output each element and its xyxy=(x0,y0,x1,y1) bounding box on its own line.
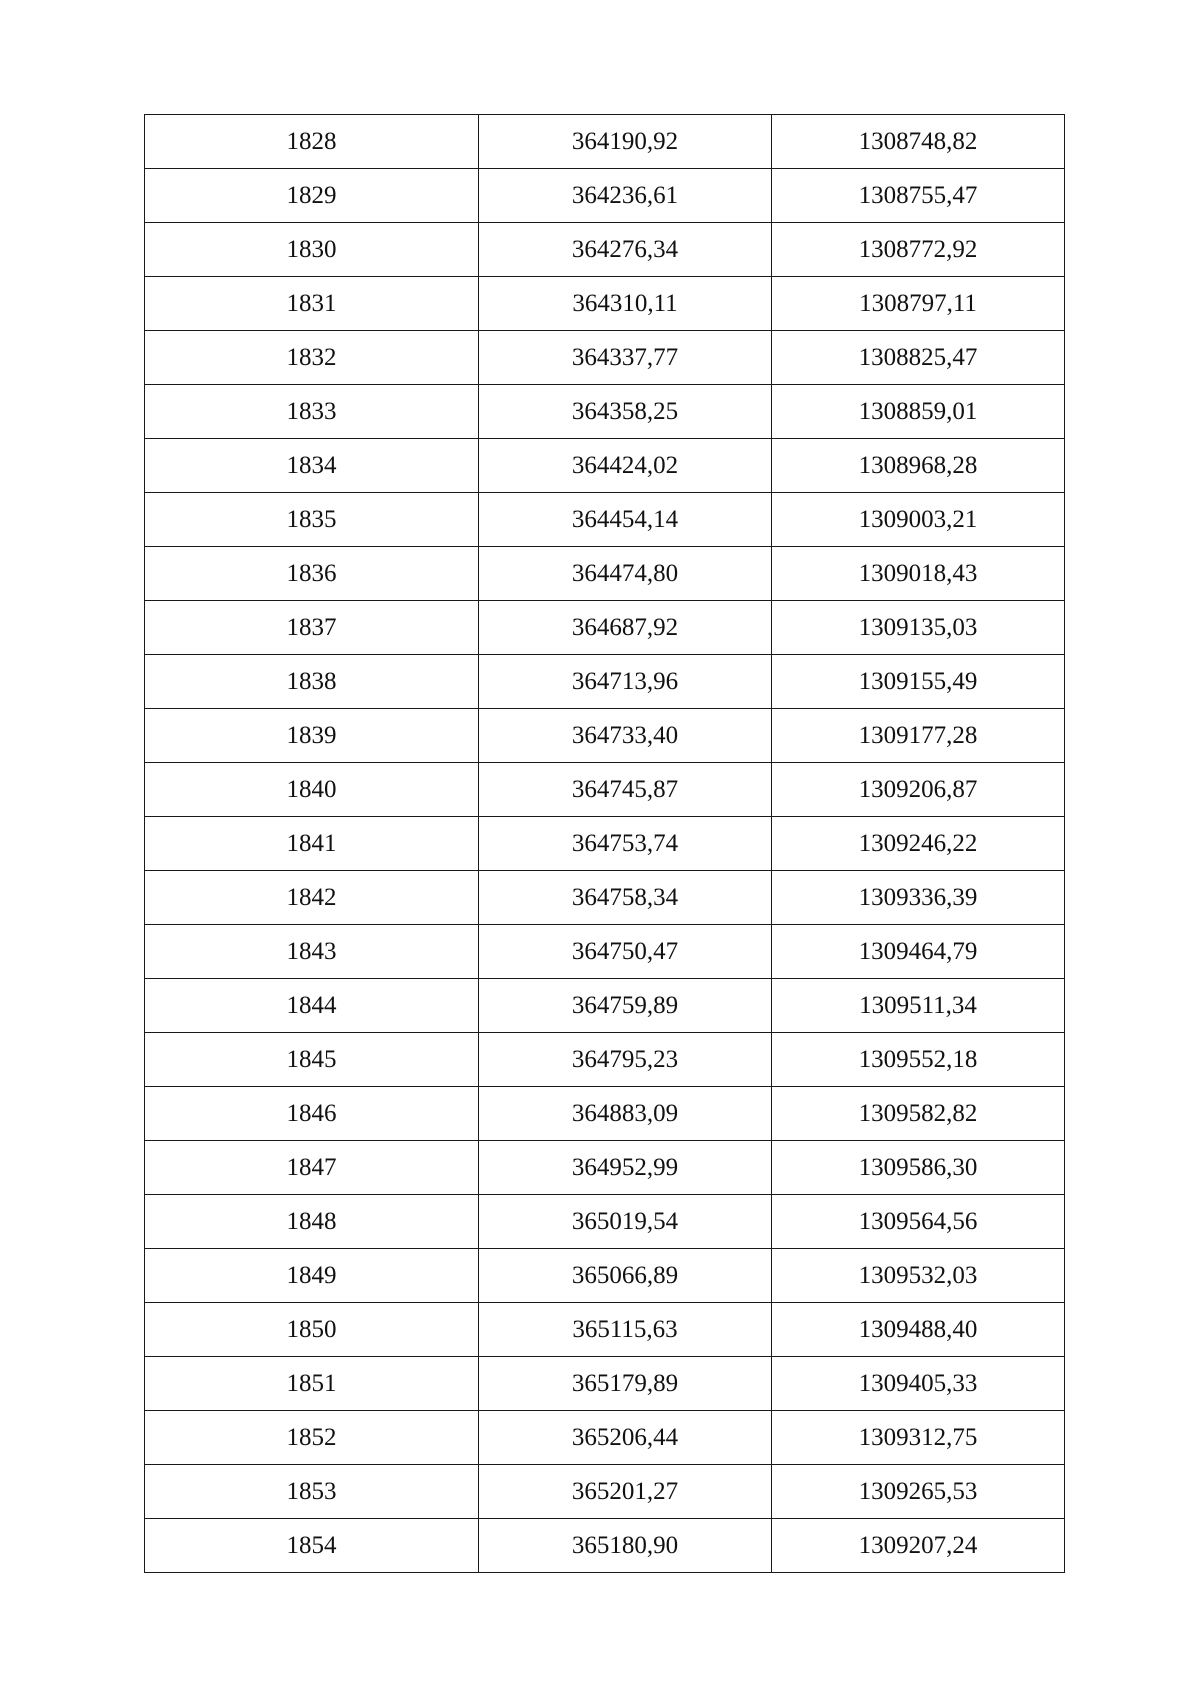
table-row xyxy=(145,439,1065,493)
y-coordinate-cell: 1309135,03 xyxy=(772,601,1065,655)
point-number-cell: 1839 xyxy=(145,709,479,763)
x-coordinate-cell: 364424,02 xyxy=(479,439,772,493)
table-row xyxy=(145,223,1065,277)
x-coordinate-cell: 364310,11 xyxy=(479,277,772,331)
point-number-cell: 1837 xyxy=(145,601,479,655)
coordinates-table-body xyxy=(145,115,1065,1573)
point-number-cell: 1842 xyxy=(145,871,479,925)
y-coordinate-cell: 1309405,33 xyxy=(772,1357,1065,1411)
y-coordinate-cell: 1308748,82 xyxy=(772,115,1065,169)
y-coordinate-cell: 1309582,82 xyxy=(772,1087,1065,1141)
table-row xyxy=(145,925,1065,979)
table-row xyxy=(145,1303,1065,1357)
x-coordinate-cell: 364687,92 xyxy=(479,601,772,655)
x-coordinate-cell: 364745,87 xyxy=(479,763,772,817)
x-coordinate-cell: 365019,54 xyxy=(479,1195,772,1249)
point-number-cell: 1828 xyxy=(145,115,479,169)
y-coordinate-cell: 1309177,28 xyxy=(772,709,1065,763)
y-coordinate-cell: 1309564,56 xyxy=(772,1195,1065,1249)
point-number-cell: 1847 xyxy=(145,1141,479,1195)
table-row xyxy=(145,1519,1065,1573)
point-number-cell: 1843 xyxy=(145,925,479,979)
point-number-cell: 1831 xyxy=(145,277,479,331)
table-row xyxy=(145,709,1065,763)
x-coordinate-cell: 365179,89 xyxy=(479,1357,772,1411)
y-coordinate-cell: 1308797,11 xyxy=(772,277,1065,331)
point-number-cell: 1836 xyxy=(145,547,479,601)
y-coordinate-cell: 1308755,47 xyxy=(772,169,1065,223)
y-coordinate-cell: 1309265,53 xyxy=(772,1465,1065,1519)
table-row xyxy=(145,601,1065,655)
y-coordinate-cell: 1309155,49 xyxy=(772,655,1065,709)
y-coordinate-cell: 1309552,18 xyxy=(772,1033,1065,1087)
table-row xyxy=(145,493,1065,547)
y-coordinate-cell: 1309532,03 xyxy=(772,1249,1065,1303)
table-row xyxy=(145,817,1065,871)
point-number-cell: 1838 xyxy=(145,655,479,709)
x-coordinate-cell: 365066,89 xyxy=(479,1249,772,1303)
x-coordinate-cell: 364758,34 xyxy=(479,871,772,925)
point-number-cell: 1844 xyxy=(145,979,479,1033)
coordinates-table xyxy=(144,114,1065,1573)
table-row xyxy=(145,1411,1065,1465)
table-row xyxy=(145,385,1065,439)
point-number-cell: 1835 xyxy=(145,493,479,547)
point-number-cell: 1840 xyxy=(145,763,479,817)
point-number-cell: 1846 xyxy=(145,1087,479,1141)
table-row xyxy=(145,1033,1065,1087)
y-coordinate-cell: 1309018,43 xyxy=(772,547,1065,601)
x-coordinate-cell: 364713,96 xyxy=(479,655,772,709)
table-row xyxy=(145,277,1065,331)
point-number-cell: 1833 xyxy=(145,385,479,439)
x-coordinate-cell: 364358,25 xyxy=(479,385,772,439)
x-coordinate-cell: 364952,99 xyxy=(479,1141,772,1195)
x-coordinate-cell: 365201,27 xyxy=(479,1465,772,1519)
table-row xyxy=(145,979,1065,1033)
table-row xyxy=(145,763,1065,817)
point-number-cell: 1852 xyxy=(145,1411,479,1465)
x-coordinate-cell: 364474,80 xyxy=(479,547,772,601)
y-coordinate-cell: 1308772,92 xyxy=(772,223,1065,277)
point-number-cell: 1848 xyxy=(145,1195,479,1249)
y-coordinate-cell: 1309586,30 xyxy=(772,1141,1065,1195)
y-coordinate-cell: 1309511,34 xyxy=(772,979,1065,1033)
y-coordinate-cell: 1309246,22 xyxy=(772,817,1065,871)
table-row xyxy=(145,1357,1065,1411)
y-coordinate-cell: 1309312,75 xyxy=(772,1411,1065,1465)
x-coordinate-cell: 364750,47 xyxy=(479,925,772,979)
y-coordinate-cell: 1309488,40 xyxy=(772,1303,1065,1357)
x-coordinate-cell: 364454,14 xyxy=(479,493,772,547)
point-number-cell: 1841 xyxy=(145,817,479,871)
x-coordinate-cell: 364795,23 xyxy=(479,1033,772,1087)
y-coordinate-cell: 1309336,39 xyxy=(772,871,1065,925)
table-row xyxy=(145,331,1065,385)
point-number-cell: 1849 xyxy=(145,1249,479,1303)
point-number-cell: 1845 xyxy=(145,1033,479,1087)
table-row xyxy=(145,1141,1065,1195)
y-coordinate-cell: 1308825,47 xyxy=(772,331,1065,385)
table-row xyxy=(145,1195,1065,1249)
table-row xyxy=(145,1465,1065,1519)
x-coordinate-cell: 364276,34 xyxy=(479,223,772,277)
point-number-cell: 1853 xyxy=(145,1465,479,1519)
table-row xyxy=(145,169,1065,223)
point-number-cell: 1829 xyxy=(145,169,479,223)
table-row xyxy=(145,655,1065,709)
point-number-cell: 1834 xyxy=(145,439,479,493)
point-number-cell: 1851 xyxy=(145,1357,479,1411)
x-coordinate-cell: 364883,09 xyxy=(479,1087,772,1141)
x-coordinate-cell: 364733,40 xyxy=(479,709,772,763)
table-row xyxy=(145,1087,1065,1141)
x-coordinate-cell: 364236,61 xyxy=(479,169,772,223)
table-row xyxy=(145,871,1065,925)
x-coordinate-cell: 364759,89 xyxy=(479,979,772,1033)
y-coordinate-cell: 1309003,21 xyxy=(772,493,1065,547)
x-coordinate-cell: 365206,44 xyxy=(479,1411,772,1465)
y-coordinate-cell: 1309207,24 xyxy=(772,1519,1065,1573)
table-row xyxy=(145,115,1065,169)
y-coordinate-cell: 1309206,87 xyxy=(772,763,1065,817)
x-coordinate-cell: 365180,90 xyxy=(479,1519,772,1573)
x-coordinate-cell: 365115,63 xyxy=(479,1303,772,1357)
x-coordinate-cell: 364190,92 xyxy=(479,115,772,169)
x-coordinate-cell: 364753,74 xyxy=(479,817,772,871)
point-number-cell: 1830 xyxy=(145,223,479,277)
y-coordinate-cell: 1308859,01 xyxy=(772,385,1065,439)
x-coordinate-cell: 364337,77 xyxy=(479,331,772,385)
point-number-cell: 1854 xyxy=(145,1519,479,1573)
table-row xyxy=(145,547,1065,601)
table-row xyxy=(145,1249,1065,1303)
point-number-cell: 1832 xyxy=(145,331,479,385)
y-coordinate-cell: 1309464,79 xyxy=(772,925,1065,979)
y-coordinate-cell: 1308968,28 xyxy=(772,439,1065,493)
point-number-cell: 1850 xyxy=(145,1303,479,1357)
